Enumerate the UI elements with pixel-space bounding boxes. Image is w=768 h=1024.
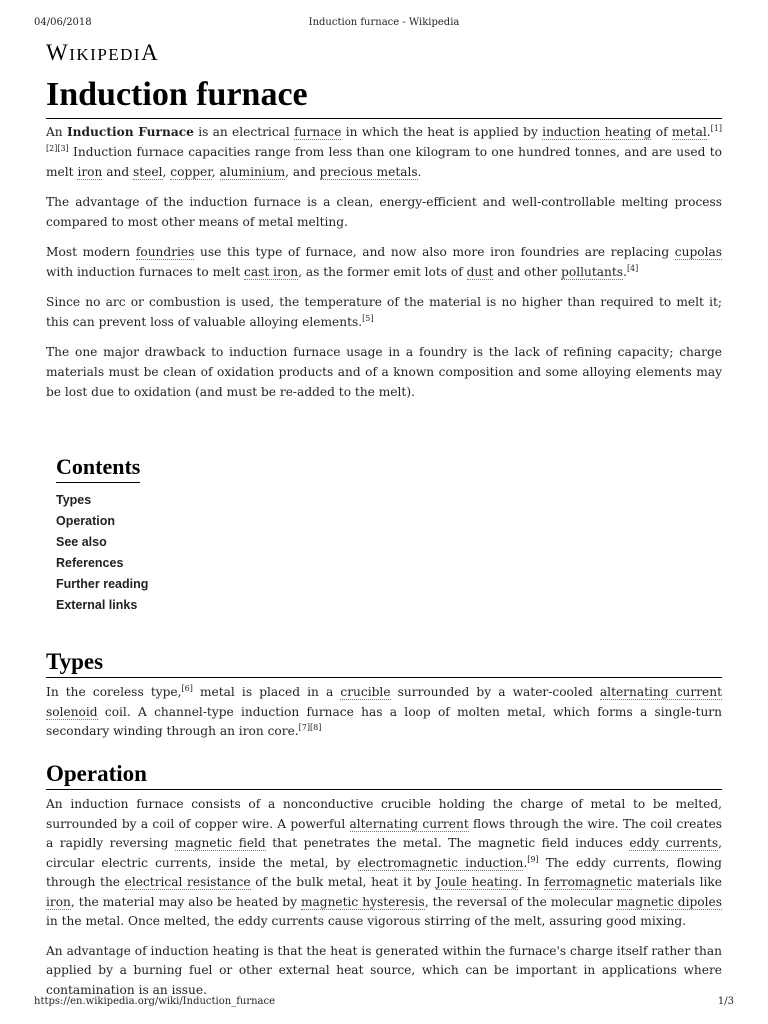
article-intro	[46, 122, 722, 412]
text: The eddy currents, flowing through the	[46, 855, 722, 889]
text: In the coreless type,	[46, 685, 182, 699]
link-induction-heating[interactable]: induction heating	[542, 125, 652, 139]
link-cast-iron[interactable]: cast iron	[244, 265, 299, 279]
ref-1-2-3[interactable]: [1][2][3]	[46, 123, 722, 153]
types-paragraph	[46, 683, 722, 742]
toc-item-see-also[interactable]: See also	[56, 535, 107, 549]
link-aluminium[interactable]: aluminium	[219, 165, 286, 179]
toc-item-types[interactable]: Types	[56, 493, 92, 507]
text: , the reversal of the molecular	[424, 894, 617, 909]
link-magnetic-dipoles[interactable]: magnetic dipoles	[616, 894, 722, 909]
link-joule-heating[interactable]: Joule heating	[435, 875, 519, 889]
intro-paragraph-3	[46, 242, 722, 282]
text: Since no arc or combustion is used, the temperature of the material is no higher than required to melt it; this can prevent loss of valuable alloying elements.	[46, 295, 722, 329]
toc-list	[56, 493, 148, 619]
page-title: Induction furnace	[46, 74, 722, 119]
wikipedia-wordmark[interactable]	[46, 40, 159, 66]
section-heading-operation: Operation	[46, 760, 722, 790]
toc-item-references[interactable]: References	[56, 556, 124, 570]
text: Induction furnace capacities range from less than one kilogram to one hundred tonnes, and are used to melt	[46, 145, 722, 179]
table-of-contents	[56, 454, 148, 619]
text: , the material may also be heated by	[70, 894, 301, 909]
print-url[interactable]: https://en.wikipedia.org/wiki/Induction_furnace	[34, 996, 276, 1007]
link-iron-2[interactable]: iron	[46, 894, 71, 909]
text: An	[46, 125, 67, 139]
text: surrounded by a water-cooled	[390, 685, 600, 699]
text: that penetrates the metal. The magnetic field induces	[265, 836, 630, 850]
ref-7-8[interactable]: [7][8]	[298, 722, 322, 732]
toc-item-operation[interactable]: Operation	[56, 514, 116, 528]
link-eddy-currents[interactable]: eddy currents	[629, 836, 719, 850]
text: .	[523, 855, 528, 870]
text: .	[623, 265, 627, 279]
text: , circular electric currents, inside the metal, by	[46, 836, 722, 870]
text: is an electrical	[193, 125, 295, 139]
text: of	[651, 125, 672, 139]
text: .	[706, 125, 711, 139]
ref-6[interactable]: [6]	[181, 683, 193, 693]
wordmark-last: A	[141, 40, 160, 65]
print-header	[34, 17, 734, 31]
section-body-operation	[46, 795, 722, 1010]
text: coil. A channel-type induction furnace has a loop of molten metal, which forms a single-turn secondary winding through an iron core.	[46, 704, 722, 738]
text: use this type of furnace, and now also more iron foundries are replacing	[194, 245, 675, 259]
intro-paragraph-2: The advantage of the induction furnace is a clean, energy-efficient and well-controllable melting process compared to most other means of metal melting.	[46, 195, 722, 229]
text: .	[417, 165, 422, 179]
link-iron[interactable]: iron	[77, 165, 103, 179]
link-electromagnetic-induction[interactable]: electromagnetic induction	[357, 855, 524, 870]
operation-paragraph-2: An advantage of induction heating is that the heat is generated within the furnace's charge itself rather than applied by a burning fuel or other external heat source, which can be important in applications where contamination is an issue.	[46, 943, 722, 997]
link-crucible[interactable]: crucible	[340, 685, 391, 699]
text: ,	[162, 165, 171, 179]
text: in the metal. Once melted, the eddy currents cause vigorous stirring of the melt, assuring good mixing.	[46, 914, 687, 928]
text: of the bulk metal, heat it by	[250, 875, 436, 889]
section-body-types	[46, 683, 722, 752]
link-alternating-current-2[interactable]: alternating current	[349, 816, 469, 831]
link-solenoid[interactable]: solenoid	[46, 704, 98, 719]
ref-5[interactable]: [5]	[362, 313, 374, 323]
link-steel[interactable]: steel	[133, 165, 163, 179]
section-heading-types: Types	[46, 648, 722, 678]
toc-item-external-links[interactable]: External links	[56, 598, 138, 612]
bold-term: Induction Furnace	[66, 125, 194, 139]
text: and	[102, 165, 134, 179]
text: , as the former emit lots of	[298, 265, 467, 279]
text: flows through the wire. The coil creates a rapidly reversing	[46, 816, 723, 850]
intro-paragraph-4	[46, 292, 722, 332]
toc-title: Contents	[56, 454, 140, 483]
print-footer	[34, 996, 734, 1010]
link-foundries[interactable]: foundries	[135, 245, 195, 259]
link-magnetic-hysteresis[interactable]: magnetic hysteresis	[300, 894, 425, 909]
link-precious-metals[interactable]: precious metals	[319, 165, 418, 179]
text: metal is placed in a	[192, 685, 341, 699]
text: An induction furnace consists of a nonconductive crucible holding the charge of metal to be melted, surrounded by a coil of copper wire. A powerful	[46, 797, 722, 831]
print-page-title: Induction furnace - Wikipedia	[308, 17, 460, 28]
intro-paragraph-5: The one major drawback to induction furnace usage in a foundry is the lack of refining capacity; charge materials must be clean of oxidation products and of a known composition and some alloying elements may be lost due to oxidation (and must be re-added to the melt).	[46, 345, 722, 399]
link-ferromagnetic[interactable]: ferromagnetic	[544, 875, 633, 889]
text: Most modern	[46, 245, 136, 259]
intro-paragraph-1	[46, 122, 722, 182]
operation-paragraph-1	[46, 795, 722, 932]
text: materials like	[632, 875, 722, 889]
link-magnetic-field[interactable]: magnetic field	[174, 836, 266, 850]
link-pollutants[interactable]: pollutants	[561, 265, 624, 279]
ref-9[interactable]: [9]	[527, 854, 539, 864]
wordmark-first: W	[46, 40, 70, 65]
link-metal[interactable]: metal	[671, 125, 707, 139]
wordmark-middle: IKIPEDI	[69, 45, 142, 64]
text: , and	[285, 165, 320, 179]
link-dust[interactable]: dust	[466, 265, 494, 279]
ref-4[interactable]: [4]	[626, 263, 639, 273]
text: . In	[518, 875, 545, 889]
link-furnace[interactable]: furnace	[294, 125, 342, 139]
link-cupolas[interactable]: cupolas	[674, 245, 722, 259]
print-page-number: 1/3	[717, 996, 734, 1007]
link-copper[interactable]: copper	[170, 165, 212, 179]
text: and other	[493, 265, 562, 279]
text: in which the heat is applied by	[341, 125, 543, 139]
link-alternating-current[interactable]: alternating current	[599, 685, 722, 699]
toc-item-further-reading[interactable]: Further reading	[56, 577, 149, 591]
text: with induction furnaces to melt	[46, 265, 245, 279]
text: ,	[211, 165, 220, 179]
link-electrical-resistance[interactable]: electrical resistance	[124, 875, 251, 889]
print-date: 04/06/2018	[34, 17, 92, 28]
